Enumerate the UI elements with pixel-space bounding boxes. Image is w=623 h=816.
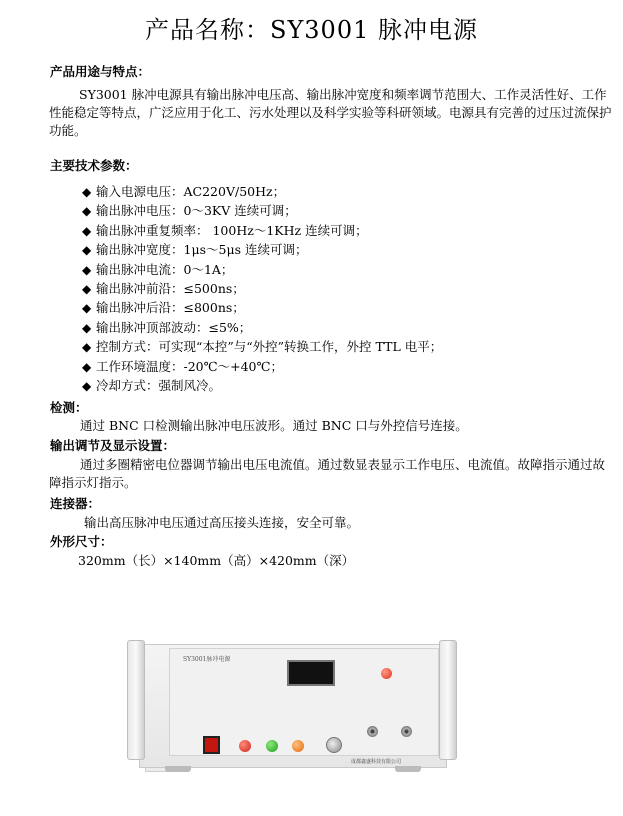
spec-text: 输出脉冲后沿：≤800ns； xyxy=(96,300,245,316)
fault-lamp-icon xyxy=(381,668,392,679)
detection-text: 通过 BNC 口检测输出脉冲电压波形。通过 BNC 口与外控信号连接。 xyxy=(80,418,468,433)
diamond-bullet-icon: ◆ xyxy=(82,281,92,296)
detection-heading: 检测： xyxy=(50,400,88,415)
adjust-text: 通过多圈精密电位器调节输出电压电流值。通过数显表显示工作电压、电流值。故障指示通过故障指示灯指示。 xyxy=(49,457,606,490)
connector-text: 输出高压脉冲电压通过高压接头连接，安全可靠。 xyxy=(84,515,360,530)
potentiometer-knob-icon xyxy=(326,737,342,753)
diamond-bullet-icon: ◆ xyxy=(82,243,92,258)
red-button-icon xyxy=(239,740,251,752)
usage-heading: 产品用途与特点： xyxy=(50,64,151,79)
diamond-bullet-icon: ◆ xyxy=(82,359,92,374)
dimensions-text: 320mm（长）×140mm（高）×420mm（深） xyxy=(78,553,355,568)
bnc-connector-icon xyxy=(367,726,378,737)
foot xyxy=(165,766,191,772)
spec-text: 输出脉冲电压：0～3KV 连续可调； xyxy=(96,203,297,219)
orange-button-icon xyxy=(292,740,304,752)
diamond-bullet-icon: ◆ xyxy=(82,340,92,355)
spec-text: 输出脉冲前沿：≤500ns； xyxy=(96,280,245,296)
right-handle xyxy=(439,640,457,760)
bnc-connector-icon xyxy=(401,726,412,737)
spec-item xyxy=(82,298,442,317)
foot xyxy=(395,766,421,772)
connector-heading: 连接器： xyxy=(50,496,101,511)
spec-text: 输出脉冲电流：0～1A； xyxy=(96,261,234,277)
spec-text: 输出脉冲宽度：1μs～5μs 连续可调； xyxy=(96,242,308,258)
spec-item xyxy=(82,240,442,259)
diamond-bullet-icon: ◆ xyxy=(82,185,92,199)
spec-text: 输入电源电压：AC220V/50Hz； xyxy=(96,184,286,199)
spec-text: 输出脉冲顶部波动：≤5%； xyxy=(96,319,252,335)
brand-label: 成都鑫盛科技有限公司 xyxy=(351,759,402,765)
diamond-bullet-icon: ◆ xyxy=(82,320,92,335)
spec-text: 控制方式：可实现“本控”与“外控”转换工作，外控 TTL 电平； xyxy=(96,339,443,355)
green-button-icon xyxy=(266,740,278,752)
usage-text: SY3001 脉冲电源具有输出脉冲电压高、输出脉冲宽度和频率调节范围大、工作灵活性好、工作性能稳定等特点，广泛应用于化工、污水处理以及科学实验等科研领域。电源具有完善的过压过流保护功能。 xyxy=(49,87,612,138)
spec-text: 输出脉冲重复频率： 100Hz～1KHz 连续可调； xyxy=(96,222,368,238)
spec-item xyxy=(82,201,442,220)
diamond-bullet-icon: ◆ xyxy=(82,378,92,393)
spec-item xyxy=(82,357,442,376)
adjust-heading: 输出调节及显示设置： xyxy=(50,438,176,453)
diamond-bullet-icon: ◆ xyxy=(82,262,92,277)
spec-text: 冷却方式：强制风冷。 xyxy=(96,377,222,393)
device-label: SY3001脉冲电源 xyxy=(183,656,231,663)
power-switch-icon xyxy=(203,736,220,754)
spec-text: 工作环境温度：-20℃～+40℃； xyxy=(96,358,283,374)
digital-display xyxy=(287,660,335,686)
dimensions-heading: 外形尺寸： xyxy=(50,534,113,549)
specs-heading: 主要技术参数： xyxy=(50,158,138,173)
spec-list xyxy=(82,182,442,395)
diamond-bullet-icon: ◆ xyxy=(82,223,92,238)
spec-item xyxy=(82,318,442,337)
spec-item xyxy=(82,221,442,240)
spec-item xyxy=(82,337,442,356)
left-handle xyxy=(127,640,145,760)
spec-item xyxy=(82,260,442,279)
spec-item xyxy=(82,376,442,395)
spec-item xyxy=(82,182,442,201)
diamond-bullet-icon: ◆ xyxy=(82,204,92,219)
diamond-bullet-icon: ◆ xyxy=(82,301,92,316)
spec-item xyxy=(82,279,442,298)
page-title: 产品名称：SY3001 脉冲电源 xyxy=(145,16,478,44)
device-image xyxy=(125,640,459,778)
